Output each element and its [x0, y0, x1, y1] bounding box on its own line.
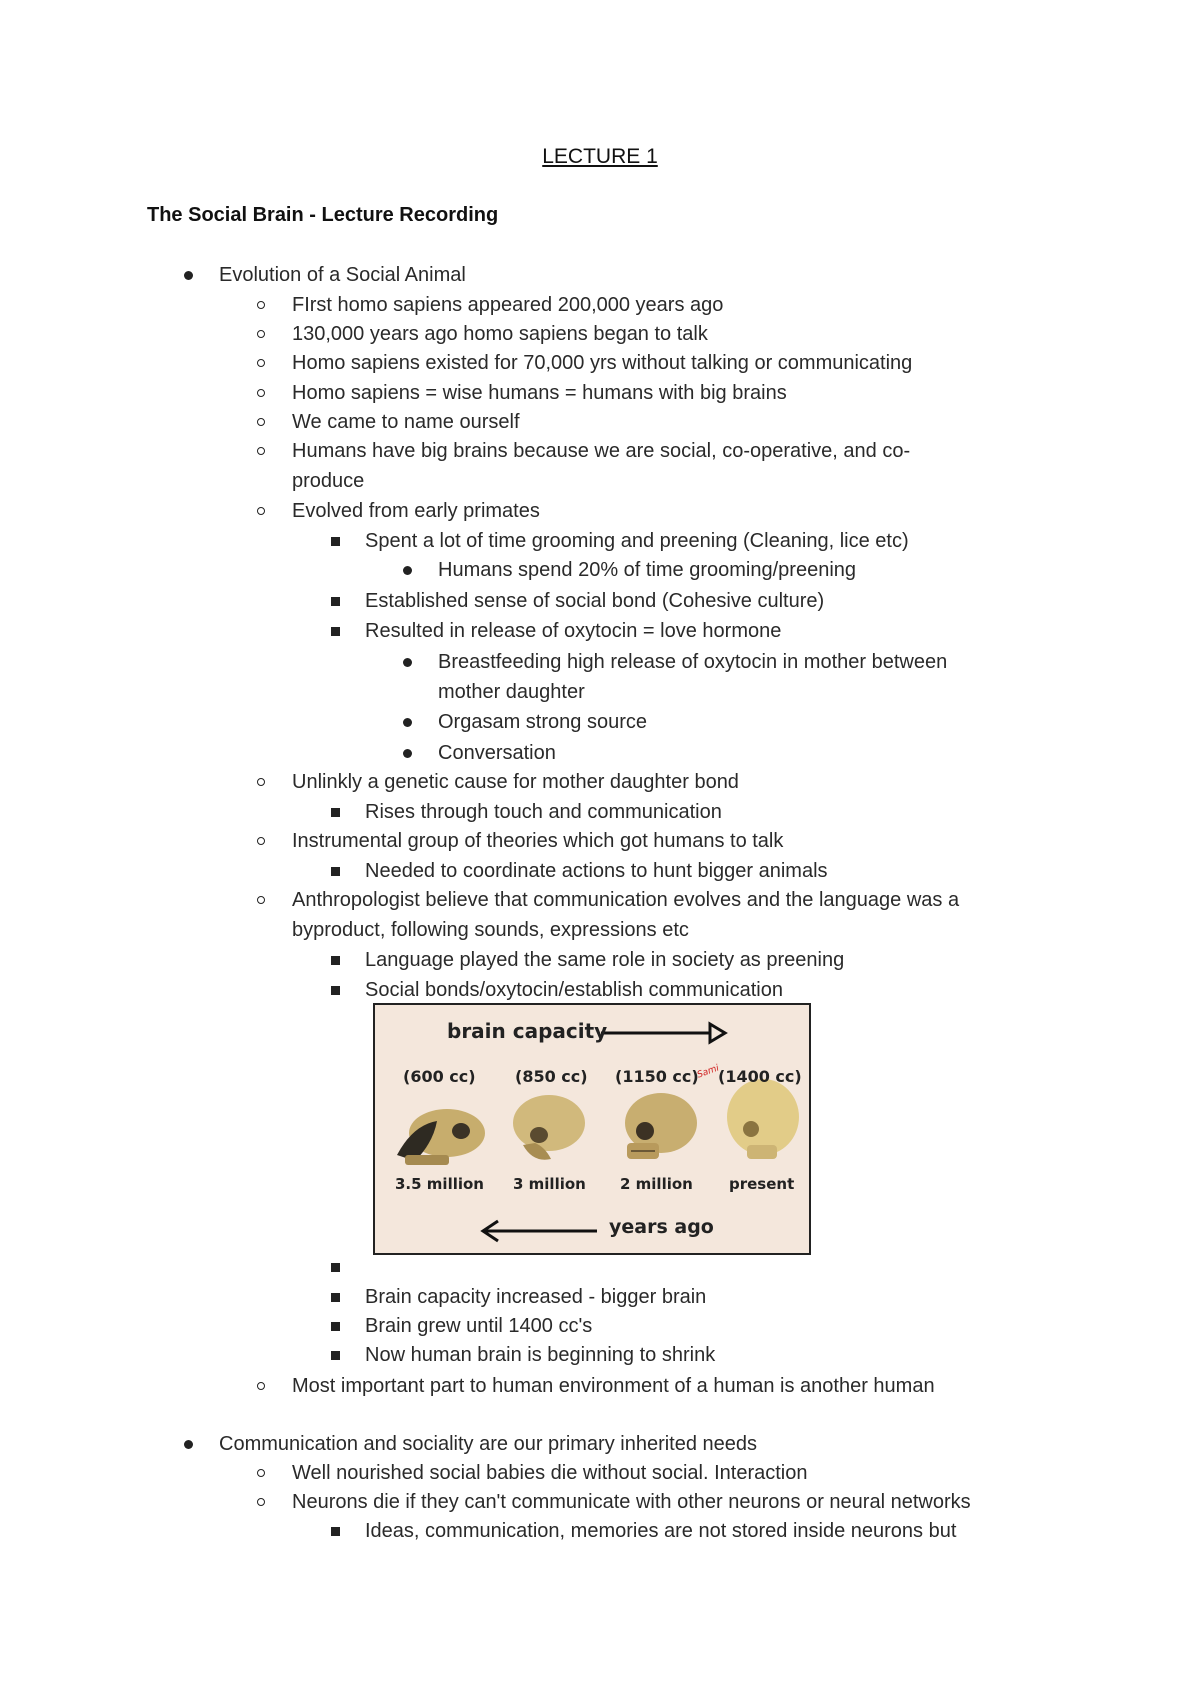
list-item: Most important part to human environment of a human is another human [292, 1375, 935, 1397]
bullet-square-icon [331, 597, 340, 606]
bullet-square-icon [331, 956, 340, 965]
age-label: 3 million [513, 1175, 586, 1193]
bullet-filled-icon [184, 271, 193, 280]
bullet-hollow-icon [257, 447, 265, 455]
skull-1150cc-icon [625, 1093, 697, 1159]
list-item: Rises through touch and communication [365, 801, 722, 823]
bullet-square-icon [331, 1351, 340, 1360]
bullet-hollow-icon [257, 359, 265, 367]
bullet-hollow-icon [257, 896, 265, 904]
list-item: Conversation [438, 742, 556, 764]
list-item-continuation: produce [292, 470, 365, 492]
skull-850cc-icon [513, 1095, 585, 1160]
list-item: Evolution of a Social Animal [219, 264, 466, 286]
bullet-filled-icon [403, 718, 412, 727]
bullet-square-icon [331, 627, 340, 636]
bullet-square-icon [331, 1527, 340, 1536]
list-item: Well nourished social babies die without social. Interaction [292, 1462, 808, 1484]
bullet-filled-icon [403, 566, 412, 575]
capacity-label: (1150 cc) [615, 1067, 699, 1086]
list-item: Spent a lot of time grooming and preening (Cleaning, lice etc) [365, 530, 909, 552]
list-item: Ideas, communication, memories are not stored inside neurons but [365, 1520, 957, 1542]
bullet-hollow-icon [257, 301, 265, 309]
list-item: Communication and sociality are our primary inherited needs [219, 1433, 758, 1455]
list-item: Unlinkly a genetic cause for mother daughter bond [292, 771, 739, 793]
bullet-square-icon [331, 1322, 340, 1331]
page-title: LECTURE 1 [542, 145, 658, 168]
bullet-hollow-icon [257, 1498, 265, 1506]
list-item: Language played the same role in society as preening [365, 949, 845, 971]
list-item: Breastfeeding high release of oxytocin in mother between [438, 651, 948, 673]
list-item: Instrumental group of theories which got humans to talk [292, 830, 784, 852]
age-label: present [729, 1175, 795, 1193]
bullet-hollow-icon [257, 507, 265, 515]
section-heading: The Social Brain - Lecture Recording [147, 204, 499, 226]
bullet-filled-icon [403, 658, 412, 667]
handwritten-annotation: Sami [695, 1063, 721, 1081]
skull-1400cc-icon [727, 1079, 799, 1159]
list-item: We came to name ourself [292, 411, 520, 433]
list-item: Anthropologist believe that communication evolves and the language was a [292, 889, 960, 911]
list-item: Homo sapiens = wise humans = humans with big brains [292, 382, 787, 404]
list-item: Established sense of social bond (Cohesive culture) [365, 590, 825, 612]
bullet-hollow-icon [257, 837, 265, 845]
list-item: Brain grew until 1400 cc's [365, 1315, 593, 1337]
list-item: Brain capacity increased - bigger brain [365, 1286, 707, 1308]
years-ago-label: years ago [609, 1216, 714, 1238]
age-label: 3.5 million [395, 1175, 484, 1193]
list-item: Humans spend 20% of time grooming/preening [438, 559, 857, 581]
capacity-label: (600 cc) [403, 1067, 476, 1086]
bullet-square-icon [331, 1293, 340, 1302]
bullet-filled-icon [184, 1440, 193, 1449]
bullet-hollow-icon [257, 1469, 265, 1477]
bullet-square-icon [331, 537, 340, 546]
list-item: Orgasam strong source [438, 711, 647, 733]
list-item: Needed to coordinate actions to hunt bigger animals [365, 860, 828, 882]
list-item: Homo sapiens existed for 70,000 yrs without talking or communicating [292, 352, 913, 374]
list-item-continuation: mother daughter [438, 681, 585, 703]
list-item: FIrst homo sapiens appeared 200,000 years ago [292, 294, 724, 316]
bullet-hollow-icon [257, 778, 265, 786]
list-item: Resulted in release of oxytocin = love hormone [365, 620, 782, 642]
bullet-filled-icon [403, 749, 412, 758]
bullet-square-icon [331, 808, 340, 817]
bullet-hollow-icon [257, 1382, 265, 1390]
list-item: Humans have big brains because we are social, co-operative, and co- [292, 440, 911, 462]
arrow-right-head [710, 1024, 725, 1042]
bullet-square-icon [331, 986, 340, 995]
list-item: Evolved from early primates [292, 500, 540, 522]
bullet-square-icon [331, 1263, 340, 1272]
bullet-square-icon [331, 867, 340, 876]
skull-600cc-icon [397, 1109, 485, 1165]
bullet-hollow-icon [257, 389, 265, 397]
brain-capacity-figure [373, 1003, 811, 1255]
capacity-label: (1400 cc) [718, 1067, 802, 1086]
bullet-hollow-icon [257, 418, 265, 426]
capacity-label: (850 cc) [515, 1067, 588, 1086]
bullet-hollow-icon [257, 330, 265, 338]
list-item: Now human brain is beginning to shrink [365, 1344, 716, 1366]
age-label: 2 million [620, 1175, 693, 1193]
list-item: Social bonds/oxytocin/establish communication [365, 979, 783, 1001]
list-item-continuation: byproduct, following sounds, expressions etc [292, 919, 689, 941]
list-item: Neurons die if they can't communicate with other neurons or neural networks [292, 1491, 971, 1513]
list-item: 130,000 years ago homo sapiens began to talk [292, 323, 708, 345]
brain-capacity-label: brain capacity [447, 1019, 608, 1043]
